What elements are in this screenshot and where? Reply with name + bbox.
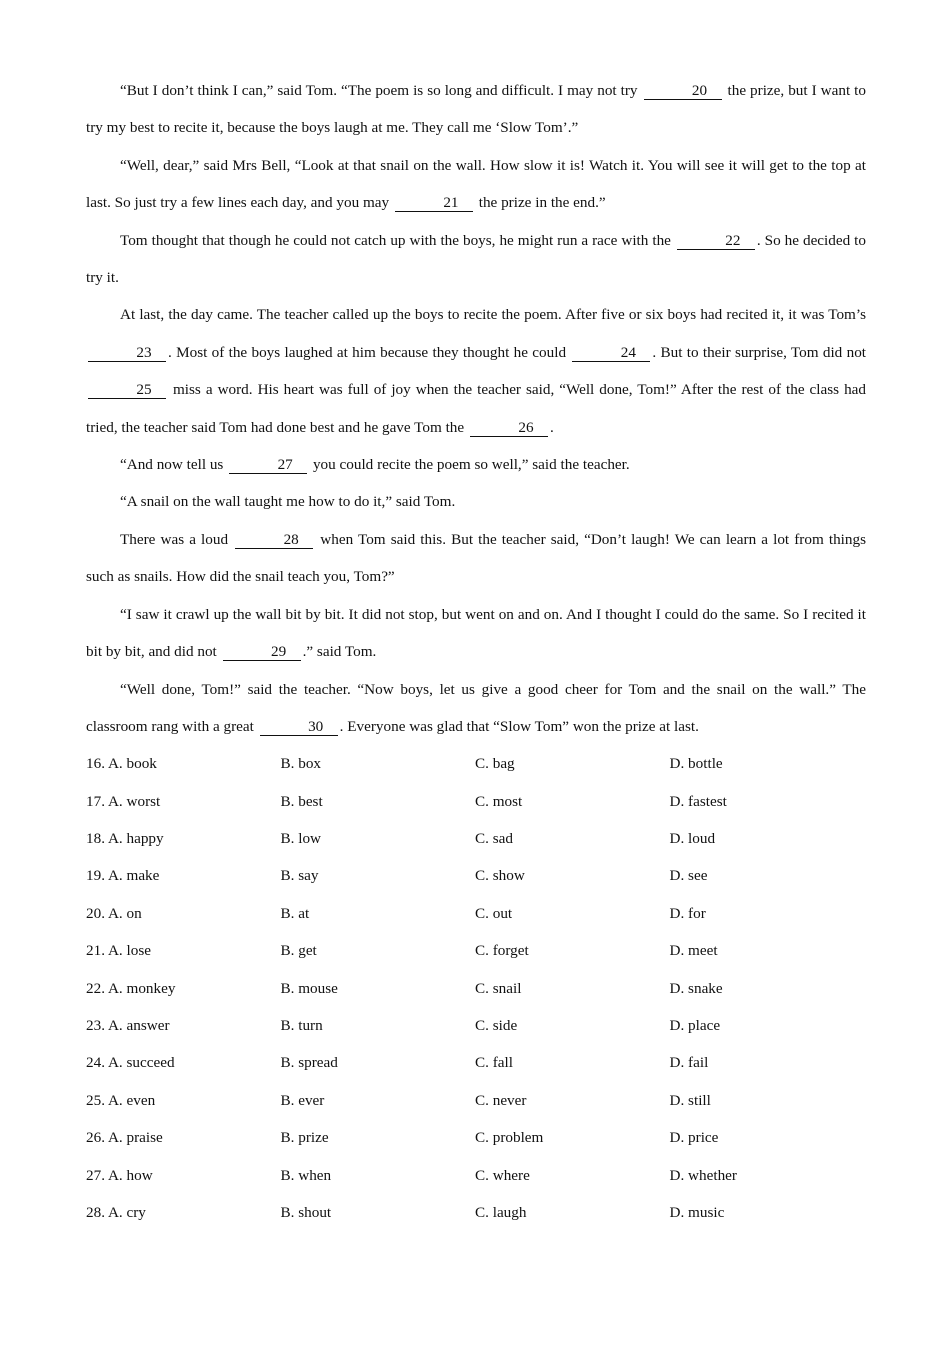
answer-blank: 27 bbox=[229, 457, 307, 474]
answer-blank: 25 bbox=[88, 382, 166, 399]
question-row bbox=[86, 932, 866, 969]
option-a: 23. A. answer bbox=[86, 1017, 170, 1035]
option-c: C. never bbox=[475, 1091, 527, 1109]
answer-blank: 21 bbox=[395, 195, 473, 212]
option-a: 28. A. cry bbox=[86, 1204, 146, 1221]
option-b: B. shout bbox=[280, 1204, 332, 1221]
option-c: C. side bbox=[475, 1017, 518, 1035]
option-d: D. music bbox=[669, 1204, 725, 1221]
passage-text: you could recite the poem so well,” said the teacher. bbox=[309, 456, 630, 474]
option-d: D. meet bbox=[669, 942, 718, 960]
passage-text: Tom thought that though he could not catch up with the boys, he might run a race with the bbox=[120, 231, 675, 249]
option-c: C. bag bbox=[475, 755, 515, 773]
option-a: 19. A. make bbox=[86, 867, 160, 885]
passage-text: the prize, but I want to try my best to recite it, because the boys laugh at me. They call me ‘Slow Tom’.” bbox=[86, 82, 866, 137]
option-a: 24. A. succeed bbox=[86, 1054, 175, 1072]
passage-text: “A snail on the wall taught me how to do it,” said Tom. bbox=[120, 493, 456, 511]
option-c: C. forget bbox=[475, 942, 529, 960]
passage-text: .” said Tom. bbox=[302, 643, 377, 661]
option-d: D. loud bbox=[669, 830, 716, 848]
passage-text: . So he decided to try it. bbox=[86, 231, 866, 287]
passage-paragraph bbox=[86, 446, 866, 483]
passage-paragraph bbox=[86, 671, 866, 746]
answer-blank: 20 bbox=[644, 83, 722, 100]
option-d: D. snake bbox=[669, 979, 723, 997]
question-row bbox=[86, 857, 866, 894]
option-b: B. mouse bbox=[280, 979, 338, 997]
question-row bbox=[86, 783, 866, 820]
question-row bbox=[86, 820, 866, 857]
option-a: 25. A. even bbox=[86, 1091, 156, 1109]
option-b: B. spread bbox=[280, 1054, 338, 1072]
answer-options bbox=[86, 745, 866, 1231]
option-d: D. still bbox=[669, 1091, 711, 1109]
option-a: 17. A. worst bbox=[86, 792, 161, 810]
question-row bbox=[86, 1194, 866, 1231]
answer-blank: 28 bbox=[235, 532, 313, 549]
passage-text: There was a loud bbox=[120, 530, 234, 548]
passage-text: “Well, dear,” said Mrs Bell, “Look at that snail on the wall. How slow it is! Watch it. You will see it will get to the top at last. So just try a few lines each day, and you may bbox=[86, 156, 866, 212]
question-row bbox=[86, 970, 866, 1007]
option-d: D. whether bbox=[669, 1166, 737, 1184]
question-row bbox=[86, 1082, 866, 1119]
option-c: C. fall bbox=[475, 1054, 513, 1072]
answer-blank: 30 bbox=[260, 719, 338, 736]
option-c: C. sad bbox=[475, 830, 513, 848]
passage-paragraph bbox=[86, 147, 866, 222]
passage-text: miss a word. His heart was full of joy when the teacher said, “Well done, Tom!” After the rest of the class had tried, the teacher said Tom had done best and he gave Tom the bbox=[86, 381, 866, 436]
option-b: B. at bbox=[280, 904, 310, 922]
passage-paragraph bbox=[86, 483, 866, 520]
option-c: C. where bbox=[475, 1166, 530, 1184]
question-row bbox=[86, 895, 866, 932]
option-a: 20. A. on bbox=[86, 904, 142, 922]
option-d: D. fastest bbox=[669, 792, 727, 810]
answer-blank: 29 bbox=[223, 644, 301, 661]
option-d: D. place bbox=[669, 1017, 721, 1035]
passage-text: the prize in the end.” bbox=[474, 194, 606, 212]
question-row bbox=[86, 1157, 866, 1194]
passage bbox=[86, 72, 866, 745]
answer-blank: 23 bbox=[88, 345, 166, 362]
document-page bbox=[86, 72, 866, 1231]
option-d: D. see bbox=[669, 867, 708, 885]
option-d: D. for bbox=[669, 904, 706, 922]
passage-text: “But I don’t think I can,” said Tom. “The poem is so long and difficult. I may not try bbox=[120, 82, 642, 99]
passage-paragraph bbox=[86, 296, 866, 446]
option-d: D. price bbox=[669, 1129, 719, 1147]
passage-paragraph bbox=[86, 222, 866, 297]
option-c: C. problem bbox=[475, 1129, 544, 1147]
passage-text: “Well done, Tom!” said the teacher. “Now boys, let us give a good cheer for Tom and the snail on the wall.” The classroom rang with a great bbox=[86, 680, 866, 735]
passage-paragraph bbox=[86, 521, 866, 596]
passage-text: . Everyone was glad that “Slow Tom” won the prize at last. bbox=[339, 717, 699, 735]
option-c: C. out bbox=[475, 904, 513, 922]
passage-paragraph bbox=[86, 596, 866, 671]
option-b: B. say bbox=[280, 867, 319, 885]
option-b: B. when bbox=[280, 1166, 332, 1184]
option-d: D. bottle bbox=[669, 755, 723, 773]
passage-text: . But to their surprise, Tom did not bbox=[652, 343, 867, 361]
option-a: 22. A. monkey bbox=[86, 979, 176, 997]
passage-text: At last, the day came. The teacher called up the boys to recite the poem. After five or six boys had recited it, it was Tom’s bbox=[120, 306, 866, 324]
passage-text: . Most of the boys laughed at him because they thought he could bbox=[168, 343, 571, 361]
passage-text: . bbox=[549, 418, 554, 436]
question-row bbox=[86, 1119, 866, 1156]
option-a: 26. A. praise bbox=[86, 1129, 163, 1147]
option-c: C. most bbox=[475, 792, 523, 810]
option-b: B. low bbox=[280, 830, 322, 848]
passage-paragraph bbox=[86, 72, 866, 147]
answer-blank: 26 bbox=[470, 420, 548, 437]
option-d: D. fail bbox=[669, 1054, 709, 1072]
passage-text: “And now tell us bbox=[120, 456, 228, 474]
option-b: B. get bbox=[280, 942, 317, 960]
answer-blank: 22 bbox=[677, 233, 755, 250]
passage-text: when Tom said this. But the teacher said, “Don’t laugh! We can learn a lot from things such as snails. How did the snail teach you, Tom?” bbox=[86, 530, 866, 586]
option-a: 16. A. book bbox=[86, 755, 157, 773]
option-b: B. box bbox=[280, 755, 322, 773]
option-c: C. laugh bbox=[475, 1204, 527, 1221]
option-b: B. prize bbox=[280, 1129, 329, 1147]
option-c: C. snail bbox=[475, 979, 522, 997]
option-c: C. show bbox=[475, 867, 525, 885]
option-b: B. turn bbox=[280, 1017, 323, 1035]
option-b: B. ever bbox=[280, 1091, 325, 1109]
question-row bbox=[86, 1007, 866, 1044]
passage-text: “I saw it crawl up the wall bit by bit. It did not stop, but went on and on. And I thought I could do the same. So I recited it bit by bit, and did not bbox=[86, 605, 866, 661]
option-a: 21. A. lose bbox=[86, 942, 151, 960]
answer-blank: 24 bbox=[572, 345, 650, 362]
question-row bbox=[86, 1044, 866, 1081]
option-a: 27. A. how bbox=[86, 1166, 153, 1184]
option-b: B. best bbox=[280, 792, 323, 810]
option-a: 18. A. happy bbox=[86, 830, 164, 848]
question-row bbox=[86, 745, 866, 782]
